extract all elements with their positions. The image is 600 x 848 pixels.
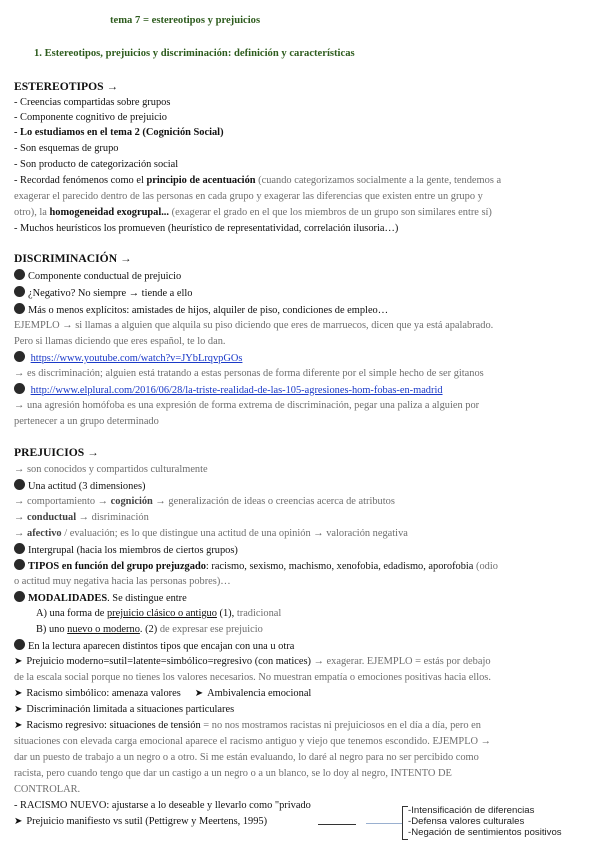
estereotipos-line-1: - Creencias compartidas sobre grupos (14, 97, 171, 108)
discriminacion-line-5: Pero si llamas diciendo que eres español, te lo dan. (14, 336, 226, 347)
text-run: Prejuicio manifiesto vs sutil (Pettigrew y Meertens, 1995) (26, 816, 268, 827)
prejuicios-line-13 (14, 655, 491, 668)
bullet-icon (14, 559, 25, 570)
prejuicios-line-9 (14, 591, 187, 605)
text-run-bold: afectivo (27, 528, 62, 539)
prejuicios-line-5 (14, 527, 408, 540)
text-run: Intergrupal (hacia los miembros de ciertos grupos) (28, 545, 238, 556)
text-run: A) una forma de (36, 608, 107, 619)
prejuicios-line-3 (14, 495, 395, 508)
text-run: → generalización de ideas o creencias acerca de atributos (152, 496, 395, 507)
bullet-icon (14, 543, 25, 554)
prejuicios-line-15 (14, 687, 311, 700)
text-run: (1), (216, 608, 237, 619)
arrowhead-icon: ➤ (14, 656, 23, 667)
estereotipos-line-8 (14, 206, 492, 219)
prejuicios-line-10 (36, 607, 281, 620)
prejuicios-line-11 (36, 623, 263, 636)
text-run: / evaluación; es lo que distingue una actitud de una opinión → valoración negativa (61, 528, 408, 539)
prejuicios-line-4 (14, 511, 149, 524)
prejuicios-line-17 (14, 719, 481, 732)
tema-title: tema 7 = estereotipos y prejuicios (110, 15, 261, 26)
side-note-2: -Defensa valores culturales (408, 816, 525, 827)
bullet-icon (14, 479, 25, 490)
text-run: Ambivalencia emocional (207, 688, 312, 699)
discriminacion-line-6: → es discriminación; alguien está tratando a estas personas de forma diferente por el simple hecho de ser gitanos (14, 368, 484, 379)
prejuicios-line-18: situaciones con elevada carga emocional aparece el racismo antiguo y viejo que tenemos escondido. EJEMPLO → (14, 736, 492, 747)
side-note-3: -Negación de sentimientos positivos (408, 827, 562, 838)
text-run-bold: TIPOS en función del grupo prejuzgado (28, 561, 206, 572)
estereotipos-line-5: - Son producto de categorización social (14, 159, 179, 170)
connector-line (318, 824, 356, 825)
text-run-underline: nuevo o moderno (67, 624, 140, 635)
text-run: . (2) (139, 624, 160, 635)
text-run-underline: prejuicio clásico o antiguo (106, 608, 217, 619)
text-run-bold: cognición (110, 496, 153, 507)
section-heading: 1. Estereotipos, prejuicios y discriminación: definición y características (34, 48, 355, 59)
text-run: . Se distingue entre (107, 593, 187, 604)
text-run-gray: tradicional (236, 608, 282, 619)
text-run-bold: conductual (27, 512, 77, 523)
discriminacion-link-2-row (14, 383, 443, 397)
text-run-bold: homogeneidad exogrupal... (49, 207, 170, 218)
estereotipos-line-3: - Lo estudiamos en el tema 2 (Cognición Social) (14, 127, 224, 138)
text-run-bold: MODALIDADES (28, 593, 108, 604)
estereotipos-line-4: - Son esquemas de grupo (14, 143, 119, 154)
arrowhead-icon: ➤ (194, 688, 204, 699)
text-run: Más o menos explícitos: amistades de hijos, alquiler de piso, condiciones de empleo… (28, 305, 389, 316)
prejuicios-line-1: → son conocidos y compartidos culturalmente (14, 464, 208, 475)
side-note-1: -Intensificación de diferencias (408, 805, 535, 816)
text-run-bold: principio de acentuación (146, 175, 256, 186)
estereotipos-line-2: - Componente cognitivo de prejuicio (14, 112, 167, 123)
arrowhead-icon: ➤ (14, 720, 23, 731)
prejuicios-line-8: o actitud muy negativa hacia las personas pobres)… (14, 576, 231, 587)
prejuicios-line-16 (14, 703, 234, 716)
text-run: → disriminación (76, 512, 149, 523)
bullet-icon (14, 286, 25, 297)
discriminacion-line-2 (14, 286, 192, 300)
prejuicios-heading: PREJUICIOS → (14, 446, 99, 459)
text-run: → comportamiento → (14, 496, 111, 507)
arrowhead-icon: ➤ (14, 816, 23, 827)
discriminacion-link-1-row (14, 351, 242, 365)
bullet-icon (14, 639, 25, 650)
text-run-gray: otro), la (14, 207, 50, 218)
discriminacion-heading: DISCRIMINACIÓN → (14, 252, 132, 265)
estereotipos-line-7: exagerar el parecido dentro de las personas en cada grupo y exagerar las diferencias que existen entre un grupo y (14, 191, 483, 202)
prejuicios-line-12 (14, 639, 294, 653)
estereotipos-line-9: - Muchos heurísticos los promueven (heurístico de representatividad, correlación ilusoria…) (14, 223, 399, 234)
text-run-gray: (odio (473, 561, 498, 572)
text-run: : racismo, sexismo, machismo, xenofobia, edadismo, aporofobia (205, 561, 474, 572)
prejuicios-line-6 (14, 543, 238, 557)
text-run: Racismo regresivo: situaciones de tensión (26, 720, 201, 731)
prejuicios-line-20: racista, pero cuando tengo que dar un castigo a un negro o a un blanco, se lo doy al negro, INTENTO DE (14, 768, 452, 779)
text-run: Componente conductual de prejuicio (28, 271, 182, 282)
prejuicios-line-23 (14, 815, 267, 828)
text-run-gray: = no nos mostramos racistas ni prejuiciosos en el día a día, pero en (200, 720, 481, 731)
youtube-link[interactable]: https://www.youtube.com/watch?v=JYbLrqvpGOs (30, 353, 243, 364)
text-run-gray: (exagerar el grado en el que los miembros de un grupo son similares entre sí) (169, 207, 492, 218)
connector-line (366, 823, 402, 824)
discriminacion-line-8: pertenecer a un grupo determinado (14, 416, 159, 427)
text-run: Discriminación limitada a situaciones particulares (26, 704, 235, 715)
text-run-gray: de expresar ese prejuicio (159, 624, 263, 635)
text-run: - Recordad fenómenos como el (14, 175, 147, 186)
prejuicios-line-21: CONTROLAR. (14, 784, 81, 795)
estereotipos-line-6 (14, 174, 501, 187)
text-run: → (14, 512, 27, 523)
elplural-link[interactable]: http://www.elplural.com/2016/06/28/la-triste-realidad-de-las-105-agresiones-hom-fobas-en-madrid (30, 385, 443, 396)
discriminacion-line-3 (14, 303, 388, 317)
arrowhead-icon: ➤ (14, 704, 23, 715)
bullet-icon (14, 383, 25, 394)
text-run-gray: (cuando categorizamos socialmente a la gente, tendemos a (255, 175, 502, 186)
bullet-icon (14, 303, 25, 314)
discriminacion-line-1 (14, 269, 181, 283)
estereotipos-heading: ESTEREOTIPOS → (14, 80, 119, 93)
prejuicios-line-22: - RACISMO NUEVO: ajustarse a lo deseable y llevarlo como "privado (14, 800, 311, 811)
text-run-gray: → exagerar. EJEMPLO = estás por debajo (310, 656, 491, 667)
bullet-icon (14, 269, 25, 280)
text-run: B) uno (36, 624, 68, 635)
text-run: Una actitud (3 dimensiones) (28, 481, 146, 492)
arrowhead-icon: ➤ (14, 688, 23, 699)
prejuicios-line-14: de la escala social porque no tienes los valores necesarios. No muestran empatía o emociones positivas hacia ellos. (14, 672, 491, 683)
discriminacion-line-4: EJEMPLO → si llamas a alguien que alquila su piso diciendo que eres de marruecos, dicen que ya está apalabrado. (14, 320, 494, 331)
bullet-icon (14, 351, 25, 362)
text-run: → (14, 528, 27, 539)
text-run: Prejuicio moderno=sutil=latente=simbólico=regresivo (con matices) (26, 656, 311, 667)
text-run: ¿Negativo? No siempre → tiende a ello (28, 288, 193, 299)
prejuicios-line-19: dar un puesto de trabajo a un negro o a otro. Si me están evaluando, lo daré al negro para no ser percibido como (14, 752, 479, 763)
bullet-icon (14, 591, 25, 602)
text-run: Racismo simbólico: amenaza valores (26, 688, 181, 699)
prejuicios-line-7 (14, 559, 498, 573)
discriminacion-line-7: → una agresión homófoba es una expresión de forma extrema de discriminación, pegar una paliza a alguien por (14, 400, 480, 411)
text-run: En la lectura aparecen distintos tipos que encajan con una u otra (28, 641, 295, 652)
prejuicios-line-2 (14, 479, 145, 493)
